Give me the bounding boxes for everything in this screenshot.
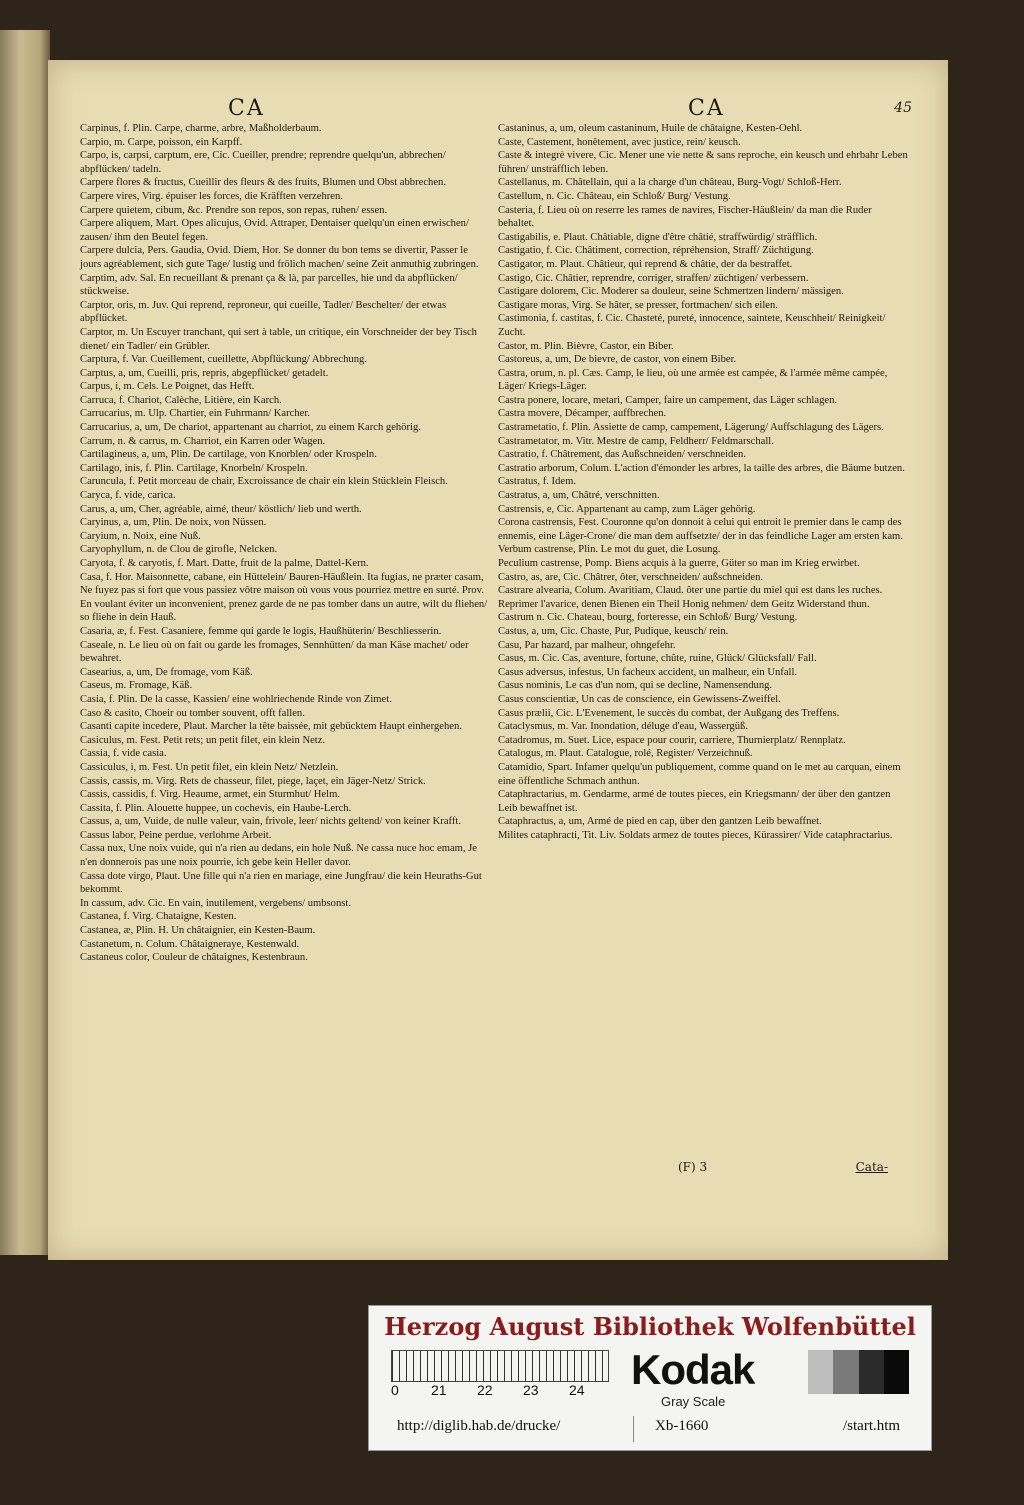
dictionary-entry: Cassus, a, um, Vuide, de nulle valeur, vain, frivole, leer/ nichts geltend/ von keiner Krafft. [80,816,461,828]
dictionary-entry: Carpere flores & fructus, Cueillir des fleurs & des fruits, Blumen und Obst abbrechen. [80,177,446,189]
dictionary-entry: Cartilagineus, a, um, Plin. De cartilage, von Knorblen/ oder Krospeln. [80,449,377,461]
dictionary-entry: Carptor, m. Un Escuyer tranchant, qui sert à table, un critique, ein Vorschneider der bey Tisch dienet/ ein Tadler/ ein Grübler. [80,326,477,352]
dictionary-entry: Casus adversus, infestus, Un facheux accident, un malheur, ein Unfall. [498,666,798,678]
dictionary-entry: Casia, f. Plin. De la casse, Kassien/ eine wohlriechende Rinde von Zimet. [80,693,392,705]
dictionary-entry: Castrametatio, f. Plin. Assiette de camp, campement, Lägerung/ Auffschlagung des Lägers. [498,422,884,434]
dictionary-entry: Caseus, m. Fromage, Käß. [80,680,193,692]
dictionary-entry: Casteria, f. Lieu où on reserre les rames de navires, Fischer-Häußlein/ da man die Ruder behaltet. [498,204,872,230]
gray-patch [808,1350,833,1394]
dictionary-entry: Catalogus, m. Plaut. Catalogue, rolé, Register/ Verzeichnuß. [498,748,753,760]
dictionary-entry: Casus prælii, Cic. L'Evenement, le succès du combat, der Außgang des Treffens. [498,707,840,719]
dictionary-entry: Castra movere, Décamper, auffbrechen. [498,408,667,420]
dictionary-entry: Carpere quietem, cibum, &c. Prendre son repos, son repas, ruhen/ essen. [80,204,388,216]
dictionary-entry: Castellum, n. Cic. Château, ein Schloß/ Burg/ Vestung. [498,190,731,202]
ruler-number: 24 [569,1382,585,1398]
dictionary-entry: Peculium castrense, Pomp. Biens acquis à la guerre, Güter so man im Krieg erwirbet. [498,558,860,569]
ruler-scale [391,1350,609,1382]
dictionary-entry: Castigatio, f. Cic. Châtiment, correction, répréhension, Straff/ Züchtigung. [498,245,814,257]
dictionary-entry: Corona castrensis, Fest. Couronne qu'on donnoit à celui qui entroit le premier dans le camp des ennemis, eine Läger-Crone/ die man dem auffsetzte/ der in das feindliche Lager am ersten kam. Verbum castrense, Plin. Le mot du guet, die Losung. [498,517,903,556]
dictionary-entry: Caruncula, f. Petit morceau de chair, Excroissance de chair ein klein Stücklein Fleisch. [80,476,448,488]
dictionary-entry: Castigo, Cic. Châtier, reprendre, corriger, straffen/ züchtigen/ verbessern. [498,272,809,284]
shelfmark: Xb-1660 [655,1418,709,1434]
dictionary-entry: Carptus, a, um, Cueilli, pris, repris, abgepflücket/ getadelt. [80,367,329,379]
dictionary-entry: Castrametator, m. Vitr. Mestre de camp, Feldherr/ Feldmarschall. [498,435,774,447]
ruler-numbers [387,1382,617,1398]
dictionary-entry: Castra ponere, locare, metari, Camper, faire un campement, das Läger schlagen. [498,394,838,406]
dictionary-entry: Carptura, f. Var. Cueillement, cueillette, Abpflückung/ Abbrechung. [80,354,367,366]
dictionary-entry: Cassis, cassis, m. Virg. Rets de chasseur, filet, piege, laçet, ein Jäger-Netz/ Strick. [80,775,426,787]
dictionary-entry: Casearius, a, um, De fromage, vom Käß. [80,666,253,678]
gray-patch [783,1350,808,1394]
dictionary-entry: Caryinus, a, um, Plin. De noix, von Nüssen. [80,517,267,529]
dictionary-entry: Caste & integrè vivere, Cic. Mener une vie nette & sans reproche, ein keusch und ehrbahr Leben führen/ unsträfflich leben. [498,150,908,175]
source-url: http://diglib.hab.de/drucke/ [397,1418,561,1434]
dictionary-entry: Castanea, f. Virg. Chataigne, Kesten. [80,911,237,923]
dictionary-entry: Castigare moras, Virg. Se hâter, se presser, fortmachen/ sich eilen. [498,299,778,311]
dictionary-entry: Cassis, cassidis, f. Virg. Heaume, armet, ein Sturmhut/ Helm. [80,789,340,801]
catchword: Cata- [855,1160,888,1174]
dictionary-entry: Cassus labor, Peine perdue, verlohrne Arbeit. [80,829,272,841]
dictionary-entry: Caseale, n. Le lieu où on fait ou garde les fromages, Sennhütten/ da man Käse machet/ oder bewahret. [80,639,469,665]
dictionary-entry: Caryota, f. & caryotis, f. Mart. Datte, fruit de la palme, Dattel-Kern. [80,558,369,569]
library-color-card [368,1305,932,1451]
previous-page-edge [0,30,50,1255]
gray-patch [884,1350,909,1394]
dictionary-entry: Castanea, æ, Plin. H. Un châtaignier, ein Kesten-Baum. [80,925,316,937]
dictionary-entry: Caryca, f. vide, carica. [80,490,176,502]
dictionary-entry: Carpo, is, carpsi, carptum, ere, Cic. Cueiller, prendre; reprendre quelqu'un, abbrechen/ abpflücken/ tadeln. [80,150,446,175]
dictionary-entry: Castratio, f. Châtrement, das Außschneiden/ verschneiden. [498,449,747,461]
ruler-number: 21 [431,1382,447,1398]
start-path: /start.htm [843,1418,901,1434]
ruler-number: 22 [477,1382,493,1398]
dictionary-entry: Caryium, n. Noix, eine Nuß. [80,530,201,542]
dictionary-entry: Carpere aliquem, Mart. Opes alicujus, Ovid. Attraper, Dentaiser quelqu'un einen erwischen/ zausen/ ihm den Beutel fegen. [80,218,469,243]
dictionary-entry: Caste, Castement, honêtement, avec justice, rein/ keusch. [498,136,741,148]
dictionary-entry: Cassita, f. Plin. Alouette huppee, un cochevis, ein Haube-Lerch. [80,802,352,814]
library-name: Herzog August Bibliothek Wolfenbüttel [384,1312,916,1341]
dictionary-entry: Carruca, f. Chariot, Calèche, Litière, ein Karch. [80,394,282,406]
dictionary-entry: Carrucarius, a, um, De chariot, appartenant au charriot, zu einem Karch gehörig. [80,422,421,434]
dictionary-entry: Carpinus, f. Plin. Carpe, charme, arbre, Maßholderbaum. [80,123,322,134]
ruler-number: 0 [391,1382,399,1398]
dictionary-entry: Carptor, oris, m. Juv. Qui reprend, reproneur, qui cueille, Tadler/ Beschelter/ der etwas abpflücket. [80,299,447,325]
card-footer [369,1418,931,1440]
dictionary-entry: Castigator, m. Plaut. Châtieur, qui reprend & châtie, der da bestraffet. [498,258,793,270]
dictionary-entry: Castigabilis, e. Plaut. Châtiable, digne d'être châtié, straffwürdig/ sträfflich. [498,231,818,243]
dictionary-entry: Carpio, m. Carpe, poisson, ein Karpff. [80,136,243,148]
ruler-number: 23 [523,1382,539,1398]
dictionary-entry: Catadromus, m. Suet. Lice, espace pour courir, carriere, Thurnierplatz/ Rennplatz. [498,734,846,746]
dictionary-entry: Castor, m. Plin. Bièvre, Castor, ein Biber. [498,340,674,352]
dictionary-entry: Castellanus, m. Châtellain, qui a la charge d'un château, Burg-Vogt/ Schloß-Herr. [498,177,842,189]
dictionary-entry: Castimonia, f. castitas, f. Cic. Chasteté, pureté, innocence, saintete, Keuschheit/ Reinigkeit/ Zucht. [498,313,886,338]
dictionary-entry: Carus, a, um, Cher, agréable, aimé, theur/ köstlich/ lieb und werth. [80,503,362,515]
dictionary-entry: Castoreus, a, um, De bievre, de castor, von einem Biber. [498,354,737,366]
dictionary-entry: Cataphractarius, m. Gendarme, armé de toutes pieces, ein Kriegsmann/ der über den gantzen Leib bewaffnet ist. [498,789,891,814]
gray-patch [859,1350,884,1394]
gray-patch [833,1350,858,1394]
kodak-logo: Kodak [631,1346,755,1393]
dictionary-entry: Cassiculus, i, m. Fest. Un petit filet, ein klein Netz/ Netzlein. [80,761,339,773]
dictionary-entry: Carptim, adv. Sal. En recueillant & prenant ça & là, par parcelles, hie und da abpflücken/ stückweise. [80,272,458,298]
dictionary-entry: In cassum, adv. Cic. En vain, inutilement, vergebens/ umbsonst. [80,897,351,909]
page-number: 45 [894,100,912,116]
dictionary-entry: Carrum, n. & carrus, m. Charriot, ein Karren oder Wagen. [80,435,326,447]
dictionary-entry: Casus nominis, Le cas d'un nom, qui se decline, Namensendung. [498,680,773,692]
dictionary-entry: Castaneus color, Couleur de châtaignes, Kestenbraun. [80,952,308,964]
dictionary-entry: Casaria, æ, f. Fest. Casaniere, femme qui garde le logis, Haußhüterin/ Beschliesserin. [80,625,442,637]
dictionary-entry: Carpere vires, Virg. épuiser les forces, die Kräfften verzehren. [80,190,343,202]
dictionary-entry: Casu, Par hazard, par malheur, ohngefehr. [498,639,676,651]
dictionary-entry: Casanti capite incedere, Plaut. Marcher la tête baissée, mit gebücktem Haupt einhergehen. [80,721,462,733]
right-column-heading: CA [688,96,725,121]
dictionary-entry: Castrum n. Cic. Chateau, bourg, forteresse, ein Schloß/ Burg/ Vestung. [498,612,798,624]
dictionary-entry: Casus, m. Cic. Cas, aventure, fortune, chûte, ruine, Glück/ Glücksfall/ Fall. [498,653,817,665]
dictionary-entry: Caso & casito, Choeir ou tomber souvent, offt fallen. [80,707,305,719]
dictionary-entry: Cataphractus, a, um, Armé de pied en cap, über den gantzen Leib bewaffnet. [498,816,822,828]
dictionary-entry: Castratus, f. Idem. [498,476,576,488]
dictionary-entry: Milites cataphracti, Tit. Liv. Soldats armez de toutes pieces, Kürassirer/ Vide cataphractarius. [498,829,893,841]
dictionary-entry: Castus, a, um, Cic. Chaste, Pur, Pudique, keusch/ rein. [498,625,729,637]
dictionary-entry: Cartilago, inis, f. Plin. Cartilage, Knorbeln/ Krospeln. [80,462,308,474]
gray-scale-label: Gray Scale [661,1394,726,1409]
dictionary-entry: Cataclysmus, m. Var. Inondation, déluge d'eau, Wassergüß. [498,721,748,733]
dictionary-entry: Casa, f. Hor. Maisonnette, cabane, ein Hüttelein/ Bauren-Häußlein. Ita fugias, ne præter casam, Ne fuyez pas si fort que vous passiez vôtre maison où vous vous pourriez mettre en surté. Prov. En voulant éviter un inconvenient, prenez garde de ne pas tomber dans un autre, wilt du fliehen/ so fliehe in dein Hauß. [80,571,488,624]
dictionary-entry: Castro, as, are, Cic. Châtrer, ôter, verschneiden/ außschneiden. [498,571,764,583]
dictionary-entry: Cassa nux, Une noix vuide, qui n'a rien au dedans, ein hole Nuß. Ne cassa nuce hoc emam, Je n'en donnerois pas une noix pourrie, ich gebe kein Heller davor. [80,843,478,869]
dictionary-entry: Castratus, a, um, Châtré, verschnitten. [498,490,660,502]
right-column [498,122,910,842]
dictionary-entry: Casiculus, m. Fest. Petit rets; un petit filet, ein klein Netz. [80,734,326,746]
dictionary-entry: Caryophyllum, n. de Clou de girofle, Nelcken. [80,544,278,556]
signature-mark: (F) 3 [678,1160,708,1174]
dictionary-entry: Castratio arborum, Colum. L'action d'émonder les arbres, la taille des arbres, die Bäume butzen. [498,462,905,474]
dictionary-entry: Castrare alvearia, Colum. Avaritiam, Claud. ôter une partie du miel qui est dans les ruches. Reprimer l'avarice, denen Bienen ein Theil Honig nehmen/ dem Geitz Widerstand thun. [498,585,883,610]
dictionary-entry: Castanetum, n. Colum. Châtaigneraye, Kestenwald. [80,938,300,950]
dictionary-entry: Castaninus, a, um, oleum castaninum, Huile de châtaigne, Kesten-Oehl. [498,123,803,134]
gray-patches [783,1350,909,1394]
dictionary-entry: Castrensis, e, Cic. Appartenant au camp, zum Läger gehörig. [498,503,756,515]
book-page [48,60,948,1260]
dictionary-entry: Casus conscientiæ, Un cas de conscience, ein Gewissens-Zweiffel. [498,693,781,705]
dictionary-entry: Castigare dolorem, Cic. Moderer sa douleur, seine Schmertzen lindern/ mässigen. [498,286,844,298]
left-column [80,122,488,965]
dictionary-entry: Catamidio, Spart. Infamer quelqu'un publiquement, comme quand on le met au carquan, einem eine öffentliche Schmach anthun. [498,761,901,787]
dictionary-entry: Carpus, i, m. Cels. Le Poignet, das Hefft. [80,381,255,393]
dictionary-entry: Cassia, f. vide casia. [80,748,167,760]
dictionary-entry: Cassa dote virgo, Plaut. Une fille qui n'a rien en mariage, eine Jungfrau/ die kein Heuraths-Gut bekommt. [80,870,482,896]
dictionary-entry: Carpere dulcia, Pers. Gaudia, Ovid. Diem, Hor. Se donner du bon tems se divertir, Passer le jours agréablement, sich gute Tage/ lustig und frölich machen/ seine Zeit anmuthig zubringen. [80,245,479,270]
dictionary-entry: Carrucarius, m. Ulp. Chartier, ein Fuhrmann/ Karcher. [80,408,310,420]
dictionary-entry: Castra, orum, n. pl. Cæs. Camp, le lieu, où une armée est campée, & l'armée même campée, Läger/ Kriegs-Läger. [498,367,888,393]
left-column-heading: CA [228,96,265,121]
